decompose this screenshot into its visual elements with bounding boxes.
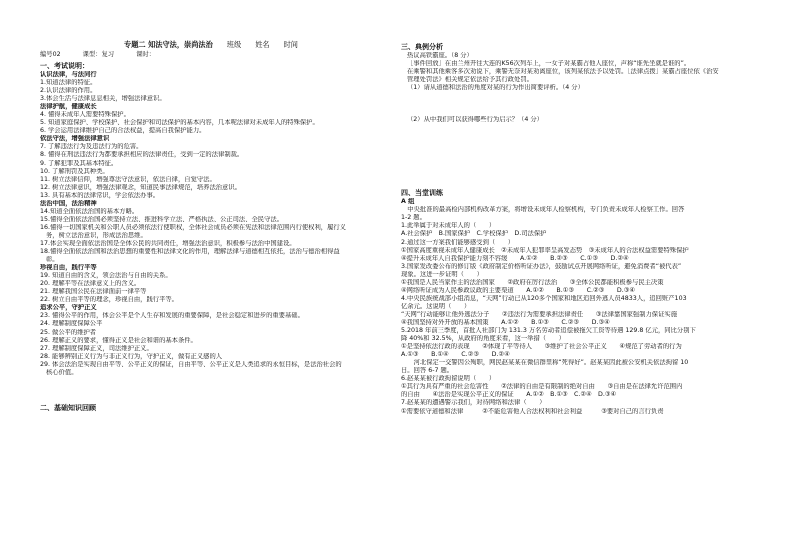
subsection-heading: 认识法律，与法同行	[40, 71, 97, 78]
requirement-line: 5. 知道家庭保护、学校保护、社会保护和司法保护的基本内容，几本呢法律对未成年人的特殊保护。	[40, 119, 319, 127]
requirement-line: 核心价值。	[46, 368, 78, 376]
question-line: 中央批准的最高检内部机构改革方案，将增设未成年人检察机构，专门负责未成年人检察工作。回答	[401, 206, 685, 214]
requirement-line: 2.认识法律的作用。	[40, 87, 97, 95]
question-line: 5.2018 年前三季度，首批人社部门为 131.3 万名劳动者追偿被拖欠工资等待遇 129.8 亿元，同比分别下	[401, 327, 696, 335]
question-line: A.社会保护 B.国家保护 C.学校保护 D.司法保护	[401, 230, 547, 238]
requirement-line: 17.体会实现全面依法治国是全体公民的共同责任，增强法治意识，积极参与法治中国建设。	[40, 239, 296, 247]
time-label: 时间	[283, 40, 298, 49]
subsection-heading: 法治中国，法治精神	[40, 199, 97, 207]
document-header	[40, 40, 396, 50]
group-a-label: A 组	[401, 198, 415, 206]
case-line: （1）请从道德和法治的角度对某的行为作出简要评析。（4 分）	[407, 84, 584, 92]
subsection-heading: 法律护航，健康成长	[40, 103, 97, 111]
question-line: 现象。这进一步证明（ ）	[401, 270, 483, 278]
requirement-line: 7. 了解违法行为及违法行为的危害。	[40, 143, 143, 151]
requirement-line: 8. 懂得在刑法违法行为都要承担相应的法律责任，受到一定的法律制裁。	[40, 151, 244, 159]
case-question-2: （2）从中我们可以获得哪些行为启示？（4 分）	[407, 116, 543, 124]
requirement-line: 16.懂得一切国家机关和公职人员必须依法行使职权，全体社会成员必须在宪法和法律范围内行使权利，履行义	[40, 223, 346, 231]
question-line: 3.国家发改委公布的修订版《政府制定价格听证办法》，鼓励试点开展网络听证，避免消费者“被代表”	[401, 262, 682, 270]
question-line: ①国家高度重视未成年人健康成长 ②未成年人犯罪率呈高发态势 ③未成年人的合法权益需要特殊保护	[401, 246, 689, 254]
question-line: ①其行为具有严重的社会危害性 ②法律的自由是有限制的绝对自由 ③自由是在法律允许范围内	[401, 383, 683, 391]
case-line: 在乘警和其他乘客多次劝说下，乘警无奈对某劝离座位，该列某依法予以处罚。［法律点拨］某霸占座位依《治安	[407, 68, 719, 76]
question-line: 日。回答 6-7 题。	[401, 367, 454, 375]
case-line: ［事件回放］在由兰州开往大连的K56次列车上，一女子对某霸占他人座位，声称“谁先坐就是谁的”。	[407, 60, 691, 68]
doc-number: 编号02	[40, 51, 61, 58]
requirement-line: 20. 理解平等在法律意义上的含义。	[40, 280, 141, 288]
question-line: 4.中央民族统战部小组消息，“天网”行动已从120多个国家和地区追回外逃人员4833人，追回赃产103	[401, 294, 687, 302]
question-line: “天网”行动能够让他外逃法分子 ②违法行为需要承担法律责任 ③法律靠国家强制力保证实施	[401, 310, 677, 318]
case-line: 热议高铁霸座。（8 分）	[407, 52, 473, 59]
requirement-line: 22. 树立自由平等的理念，珍视自由，践行平等。	[40, 296, 178, 304]
requirement-line: 务，树立法治意识，形成法治思维。	[46, 231, 147, 239]
requirement-line: 10. 了解刑罚及其种类。	[40, 167, 109, 175]
requirement-line: 11. 树立法律信仰，增强尊法守法意识，依法自律，自觉守法。	[40, 175, 216, 183]
requirement-line: 27. 理解制度保障正义，司法维护正义。	[40, 344, 153, 352]
left-column	[40, 40, 396, 413]
question-line: 6.赵某某被行政拘留说明（ ）	[401, 375, 496, 383]
lesson-type: 课型：复习	[82, 51, 115, 58]
requirement-line: 21. 理解我国公民在法律面前一律平等	[40, 288, 147, 296]
requirement-line: 29. 体会法治是实现自由平等、公平正义的保证，自由平等、公平正义是人类追求的永恒目标，是法治社会的	[40, 360, 342, 368]
requirement-line: 26. 理解正义的要求，懂得正义是社会和谐的基本条件。	[40, 336, 197, 344]
question-line: A.①③ B.①④ C.②③ D.②④	[401, 351, 510, 359]
class-label: 班级	[226, 40, 242, 49]
question-line: ④我国坚持对外开放的基本国策 A.①② B.①③ C.②③ D.③④	[401, 318, 610, 326]
question-line: 2.通过这一方案我们能够感受到（ ）	[401, 238, 515, 246]
requirement-line: 4. 懂得未成年人需要特殊保护。	[40, 111, 130, 119]
case-analysis-text	[401, 52, 757, 92]
requirement-line: 23. 懂得公平的作用，体会公平是个人生存和发展的重要保障，是社会稳定和进步的重要基础。	[40, 312, 304, 320]
exam-description-list	[40, 71, 396, 377]
question-line: ①我国是人民当家作主的法治国家 ②政府在厉行法治 ③全体公民都能积极参与民主决策	[401, 278, 664, 286]
question-line: 7.赵某某的遭遇警示我们，对待网络和法律（ ）	[401, 399, 546, 407]
subsection-heading: 珍视自由，践行平等	[40, 264, 97, 272]
requirement-line: 13. 具有基本的法律常识，学会依法办事。	[40, 191, 160, 199]
question-line: 河北保定一交警因公殉职，网民赵某某在微信群里称“死得好”。赵某某因此被公安机关依法拘留 10	[401, 359, 689, 367]
question-line: ①是坚持依法行政的表现 ②体现了平等待人 ③维护了社会公平正义 ④规范了劳动者的行为	[401, 343, 682, 351]
question-line: 亿余元。这说明（ ）	[401, 302, 471, 310]
requirement-line: 15.懂得全面依法治国必须坚持立法、推进科学立法、严格执法、公正司法、全民守法。	[40, 215, 283, 223]
question-line: 1.此举属于对未成年人的（ ）	[401, 222, 496, 230]
section-basic-review-heading: 二、基础知识回顾	[40, 403, 96, 412]
requirement-line: 1.知道法律的特征。	[40, 79, 97, 87]
requirement-line: 24. 理解制度保障公平	[40, 320, 103, 328]
case-line: 管理处罚法》相关规定依法给予其行政处罚。	[407, 76, 533, 84]
section-exam-description-heading: 一、考试说明：	[40, 62, 89, 70]
requirement-line: 9. 了解犯罪及其基本特征。	[40, 159, 118, 167]
subsection-heading: 依法守法，增强法律意识	[40, 135, 110, 143]
requirement-line: 12. 树立法律意识，增强法律观念，知道民事法律规范，培养法治意识。	[40, 183, 241, 191]
section-case-analysis-heading: 三、典例分析	[401, 43, 443, 51]
requirement-line: 28. 能够辨别正义行为与非正义行为，守护正义，做有正义感的人	[40, 352, 223, 360]
requirement-line: 25. 做公平的维护者	[40, 328, 97, 336]
requirement-line: 18.懂得全面依法治国和法治思想的重要性和法律文化的作用，理解法律与道德相互依托，法治与德治相得益	[40, 248, 340, 256]
subsection-heading: 追求公平，守护正义	[40, 304, 97, 312]
section-training-heading: 四、当堂训练	[401, 189, 443, 198]
right-column	[401, 40, 757, 416]
requirement-line: 3.体会生活与法律息息相关，增强法律意识。	[40, 95, 166, 103]
question-line: ④提升未成年人自我保护能力刻不容缓 A.①② B.②③ C.①③ D.②④	[401, 254, 629, 262]
document-info-row	[40, 50, 396, 59]
question-line: 的自由 ④法治是实现公平正义的保证 A.①② B.①③ C.②④ D.③④	[401, 391, 617, 399]
question-line: ④网络听证成为人民参政议政的主要渠道 A.①② B.①③ C.②③ D.③④	[401, 286, 635, 294]
question-line: 降 40%和 32.5%，从政府的角度来看，这一举措（ ）	[401, 335, 565, 343]
requirement-line: 6. 学会运用法律维护自己的合法权益，提高自我保护能力。	[40, 127, 206, 135]
requirement-line: 14.知道全面依法治国的基本方略。	[40, 207, 139, 215]
document-title: 专题二 知法守法，崇尚法治	[124, 40, 213, 49]
question-line: 1-2 题。	[401, 214, 426, 222]
name-label: 姓名	[255, 40, 270, 49]
training-questions	[401, 206, 757, 415]
requirement-line: 彰。	[46, 256, 59, 264]
question-line: ①需要依守道德和法律 ②不能危害他人合法权利和社会利益 ③要对自己的言行负责	[401, 407, 664, 415]
requirement-line: 19. 知道自由的含义，领会法治与自由的关系。	[40, 272, 172, 280]
lesson-period: 课时：	[136, 51, 155, 58]
